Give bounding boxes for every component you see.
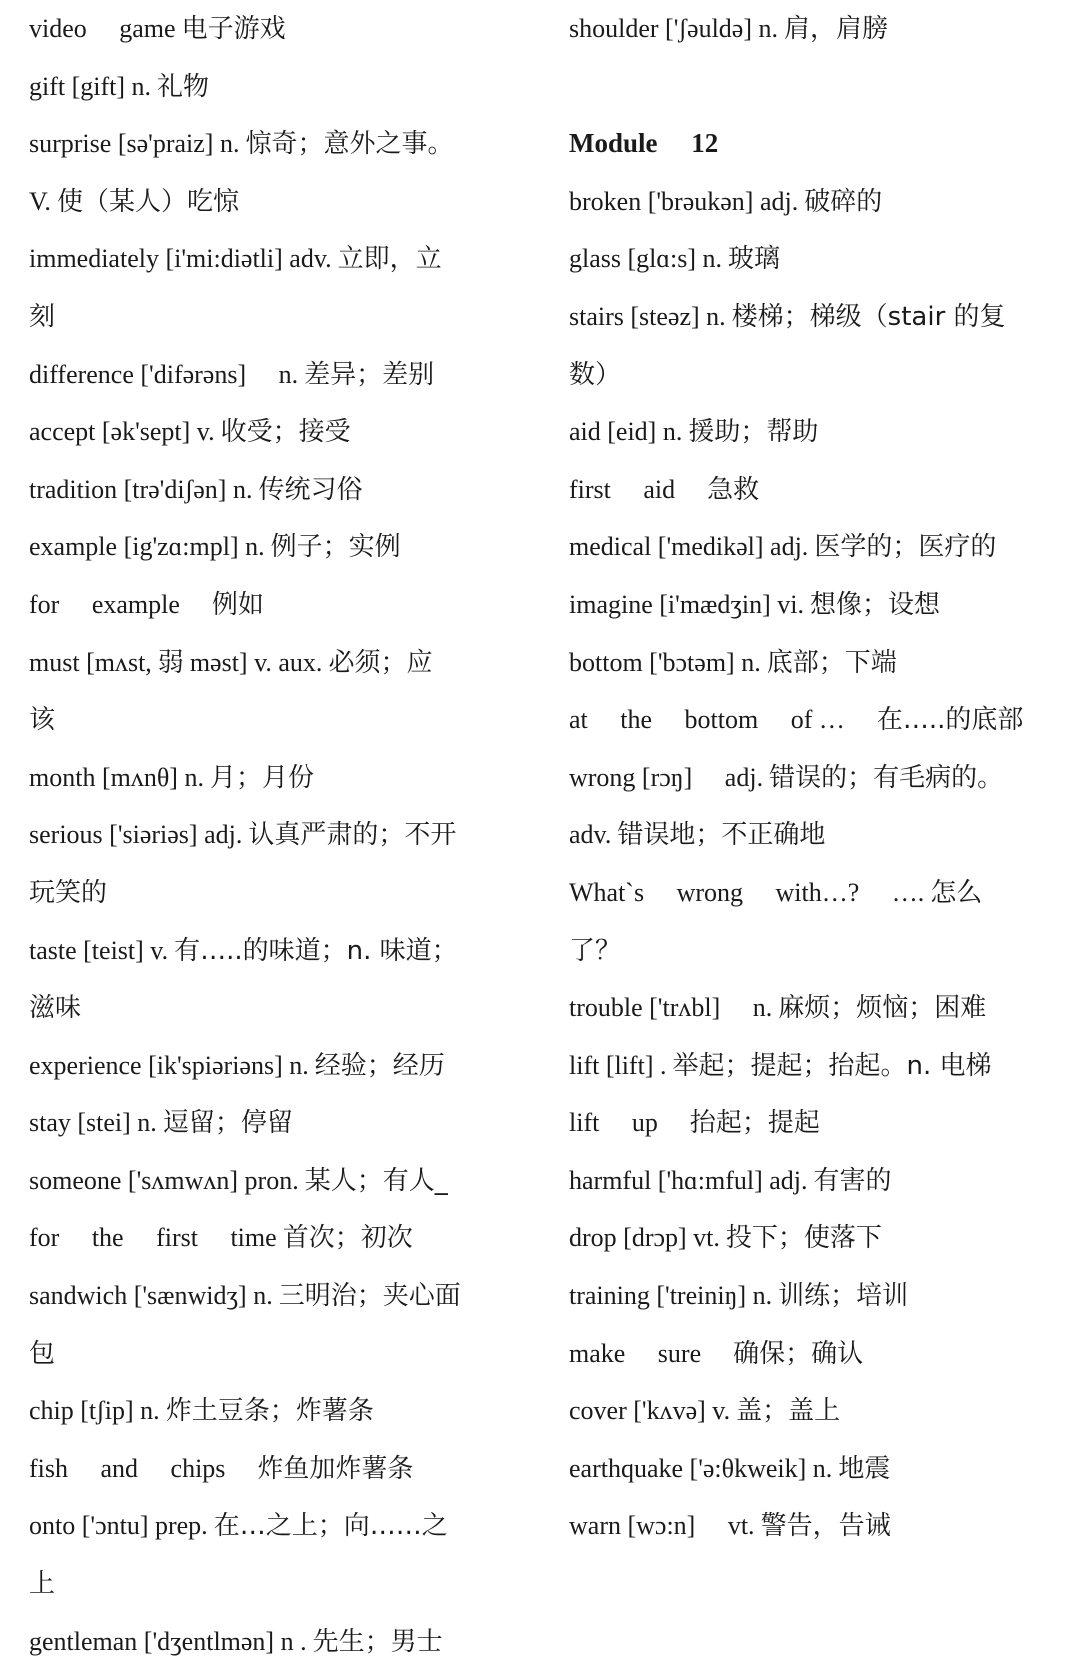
entry-chinese: 立即，立 <box>337 244 442 275</box>
entry-chinese: 破碎的 <box>804 186 883 217</box>
vocab-entry-wrong-adv <box>569 806 1069 864</box>
vocab-entry-difference <box>29 346 519 404</box>
vocab-entry-for-example <box>29 576 519 634</box>
entry-english: bottom ['bɔtəm] n. <box>569 647 761 677</box>
vocab-entry-accept <box>29 403 519 461</box>
vocab-entry-for-the-first-time <box>29 1209 519 1267</box>
vocab-entry-stay <box>29 1094 519 1152</box>
vocab-entry-gift <box>29 58 519 116</box>
entry-chinese: 先生；男士 <box>312 1626 443 1657</box>
vocab-entry-bottom <box>569 634 1069 692</box>
entry-english: shoulder ['ʃəuldə] n. <box>569 14 779 43</box>
entry-english: aid [eid] n. <box>569 417 683 447</box>
entry-chinese: 礼物 <box>157 71 210 102</box>
entry-english: must [mʌst, <box>29 647 152 677</box>
entry-english: tradition [trə'diʃən] n. <box>29 474 253 504</box>
vocab-entry-imagine <box>569 576 1069 634</box>
entry-english: accept [ək'sept] v. <box>29 417 215 447</box>
entry-english: earthquake ['ə:θkweik] n. <box>569 1453 833 1483</box>
vocab-entry-fish-and-chips <box>29 1440 519 1498</box>
vocab-entry-drop <box>569 1209 1069 1267</box>
entry-english: məst] v. aux. <box>189 647 323 677</box>
vocab-entry-onto-cont <box>29 1555 519 1613</box>
vocab-entry-whats-wrong-with <box>569 864 1069 922</box>
entry-chinese: 援助；帮助 <box>688 417 819 448</box>
entry-english: first aid <box>569 474 676 504</box>
entry-english: stairs [steəz] n. <box>569 301 726 331</box>
vocab-entry-lift-up <box>569 1094 1069 1152</box>
vocab-entry-whats-wrong-with-cont <box>569 922 1069 980</box>
vocab-entry-must <box>29 634 519 692</box>
entry-english: harmful ['hɑ:mful] adj. <box>569 1165 808 1195</box>
entry-chinese: 训练；培训 <box>778 1281 909 1312</box>
vocab-entry-trouble <box>569 979 1069 1037</box>
spacer <box>569 58 1069 116</box>
entry-chinese: 该 <box>29 705 56 736</box>
vocab-entry-medical <box>569 518 1069 576</box>
entry-chinese: 使（某人）吃惊 <box>56 186 239 217</box>
entry-english: example [ig'zɑ:mpl] n. <box>29 532 265 562</box>
entry-english: taste [teist] v. <box>29 935 169 965</box>
vocab-entry-onto <box>29 1497 519 1555</box>
entry-english: make sure <box>569 1338 702 1368</box>
vocab-entry-gentleman <box>29 1613 519 1671</box>
entry-english: gift [gift] n. <box>29 71 152 101</box>
vocab-entry-must-cont <box>29 691 519 749</box>
vocab-entry-first-aid <box>569 461 1069 519</box>
entry-chinese: 上 <box>29 1569 56 1600</box>
entry-english: onto ['ɔntu] prep. <box>29 1511 208 1541</box>
entry-chinese: 麻烦；烦恼；困难 <box>778 993 987 1024</box>
entry-chinese: 怎么 <box>930 877 983 908</box>
vocab-entry-chip <box>29 1382 519 1440</box>
entry-english: medical ['medikəl] adj. <box>569 532 809 562</box>
vocab-entry-glass <box>569 230 1069 288</box>
vocab-entry-someone <box>29 1152 519 1210</box>
vocab-entry-cover <box>569 1382 1069 1440</box>
vocab-entry-serious-cont <box>29 864 519 922</box>
entry-chinese: 数） <box>569 359 622 390</box>
entry-english: chip [tʃip] n. <box>29 1396 160 1426</box>
entry-chinese: 例如 <box>185 589 264 620</box>
entry-english: warn [wɔ:n] vt. <box>569 1511 755 1541</box>
entry-english: imagine [i'mædʒin] vi. <box>569 589 805 619</box>
vocab-entry-surprise-cont <box>29 173 519 231</box>
entry-chinese: 盖；盖上 <box>736 1396 841 1427</box>
vocab-entry-broken <box>569 173 1069 231</box>
entry-chinese: 首次；初次 <box>282 1223 413 1254</box>
entry-chinese: 想像；设想 <box>810 589 941 620</box>
entry-chinese: 错误的；有毛病的。 <box>769 762 1004 793</box>
entry-chinese: 在…之上；向……之 <box>213 1511 448 1542</box>
entry-english: training ['treiniŋ] n. <box>569 1281 773 1311</box>
entry-english: experience [ik'spiəriəns] n. <box>29 1050 309 1080</box>
entry-chinese: 收受；接受 <box>220 417 351 448</box>
entry-chinese: 底部；下端 <box>766 647 897 678</box>
vocab-entry-training <box>569 1267 1069 1325</box>
entry-english: cover ['kʌvə] v. <box>569 1396 731 1426</box>
left-vocab-column <box>29 0 519 1670</box>
entry-chinese: 滋味 <box>29 993 82 1024</box>
entry-chinese: 炸鱼加炸薯条 <box>231 1453 414 1484</box>
entry-english: someone ['sʌmwʌn] pron. <box>29 1165 299 1195</box>
vocab-entry-aid <box>569 403 1069 461</box>
vocab-entry-wrong <box>569 749 1069 807</box>
entry-english: gentleman ['dʒentlmən] n . <box>29 1626 307 1656</box>
entry-english: V. <box>29 186 51 216</box>
entry-chinese: 弱 <box>157 647 184 678</box>
entry-chinese: 玻璃 <box>727 244 780 275</box>
entry-chinese: 急救 <box>681 474 760 505</box>
vocab-entry-shoulder <box>569 0 1069 58</box>
entry-chinese: 错误地；不正确地 <box>617 820 826 851</box>
entry-english: video game <box>29 14 176 43</box>
vocab-entry-make-sure <box>569 1325 1069 1383</box>
entry-english: glass [glɑ:s] n. <box>569 244 722 274</box>
entry-chinese: 例子；实例 <box>270 532 401 563</box>
entry-english: adv. <box>569 820 612 850</box>
entry-chinese: 投下；使落下 <box>725 1223 882 1254</box>
entry-chinese: 地震 <box>838 1453 891 1484</box>
vocab-entry-immediately <box>29 230 519 288</box>
entry-english: surprise [sə'praiz] n. <box>29 129 240 159</box>
entry-chinese: 某人；有人_ <box>304 1165 448 1196</box>
entry-chinese: 玩笑的 <box>29 877 108 908</box>
entry-chinese: 炸土豆条；炸薯条 <box>165 1396 374 1427</box>
entry-english: trouble ['trʌbl] n. <box>569 993 773 1023</box>
entry-chinese: 举起；提起；抬起。n. 电梯 <box>672 1050 992 1081</box>
entry-chinese: 传统习俗 <box>258 474 363 505</box>
entry-english: broken ['brəukən] adj. <box>569 186 799 216</box>
vocab-entry-sandwich <box>29 1267 519 1325</box>
entry-chinese: 抬起；提起 <box>663 1108 820 1139</box>
vocab-entry-example <box>29 518 519 576</box>
entry-chinese: 惊奇；意外之事。 <box>245 129 454 160</box>
entry-chinese: 月；月份 <box>209 762 314 793</box>
entry-english: What`s wrong with…? …. <box>569 877 925 907</box>
vocab-entry-experience <box>29 1037 519 1095</box>
vocab-entry-taste-cont <box>29 979 519 1037</box>
entry-english: lift [lift] . <box>569 1050 667 1080</box>
vocab-entry-surprise <box>29 115 519 173</box>
vocab-entry-video-game <box>29 0 519 58</box>
entry-english: at the bottom of … <box>569 705 845 735</box>
vocab-entry-at-the-bottom-of <box>569 691 1069 749</box>
entry-chinese: 必须；应 <box>328 647 433 678</box>
entry-english: immediately [i'mi:diətli] adv. <box>29 244 332 274</box>
entry-chinese: 逗留；停留 <box>162 1108 293 1139</box>
entry-english: drop [drɔp] vt. <box>569 1223 720 1253</box>
vocab-entry-immediately-cont <box>29 288 519 346</box>
entry-english: serious ['siəriəs] adj. <box>29 820 243 850</box>
entry-english: sandwich ['sænwidʒ] n. <box>29 1281 273 1311</box>
entry-chinese: 有害的 <box>813 1165 892 1196</box>
vocab-entry-lift <box>569 1037 1069 1095</box>
entry-chinese: 有…..的味道；n. 味道； <box>174 935 458 966</box>
entry-chinese: 警告，告诫 <box>760 1511 891 1542</box>
entry-english: stay [stei] n. <box>29 1108 157 1138</box>
right-vocab-column <box>569 0 1069 1555</box>
entry-english: lift up <box>569 1108 658 1138</box>
entry-chinese: 确保；确认 <box>707 1338 864 1369</box>
entry-chinese: 电子游戏 <box>181 14 286 44</box>
vocab-entry-stairs-cont <box>569 346 1069 404</box>
entry-chinese: 三明治；夹心面 <box>278 1281 461 1312</box>
vocab-entry-month <box>29 749 519 807</box>
vocab-entry-harmful <box>569 1152 1069 1210</box>
vocab-entry-sandwich-cont <box>29 1325 519 1383</box>
entry-chinese: 了？ <box>569 935 622 966</box>
vocab-entry-warn <box>569 1497 1069 1555</box>
entry-english: for the first time <box>29 1223 277 1253</box>
entry-chinese: 肩，肩膀 <box>784 14 889 44</box>
entry-chinese: 刻 <box>29 301 56 332</box>
vocab-entry-serious <box>29 806 519 864</box>
vocab-entry-earthquake <box>569 1440 1069 1498</box>
module-heading: Module 12 <box>569 128 719 159</box>
entry-chinese: 经验；经历 <box>314 1050 445 1081</box>
entry-english: for example <box>29 589 180 619</box>
entry-english: month [mʌnθ] n. <box>29 762 204 792</box>
entry-english: fish and chips <box>29 1453 226 1483</box>
entry-chinese: 包 <box>29 1338 56 1369</box>
entry-chinese: 差异；差别 <box>304 359 435 390</box>
entry-chinese: 医学的；医疗的 <box>814 532 997 563</box>
entry-chinese: 在…..的底部 <box>850 705 1024 736</box>
entry-chinese: 楼梯；梯级（stair 的复 <box>731 301 1006 332</box>
entry-english: wrong [rɔŋ] adj. <box>569 762 764 792</box>
vocab-entry-taste <box>29 922 519 980</box>
entry-english: difference ['difərəns] n. <box>29 359 299 389</box>
vocab-entry-tradition <box>29 461 519 519</box>
entry-chinese: 认真严肃的；不开 <box>248 820 457 851</box>
vocab-entry-stairs <box>569 288 1069 346</box>
